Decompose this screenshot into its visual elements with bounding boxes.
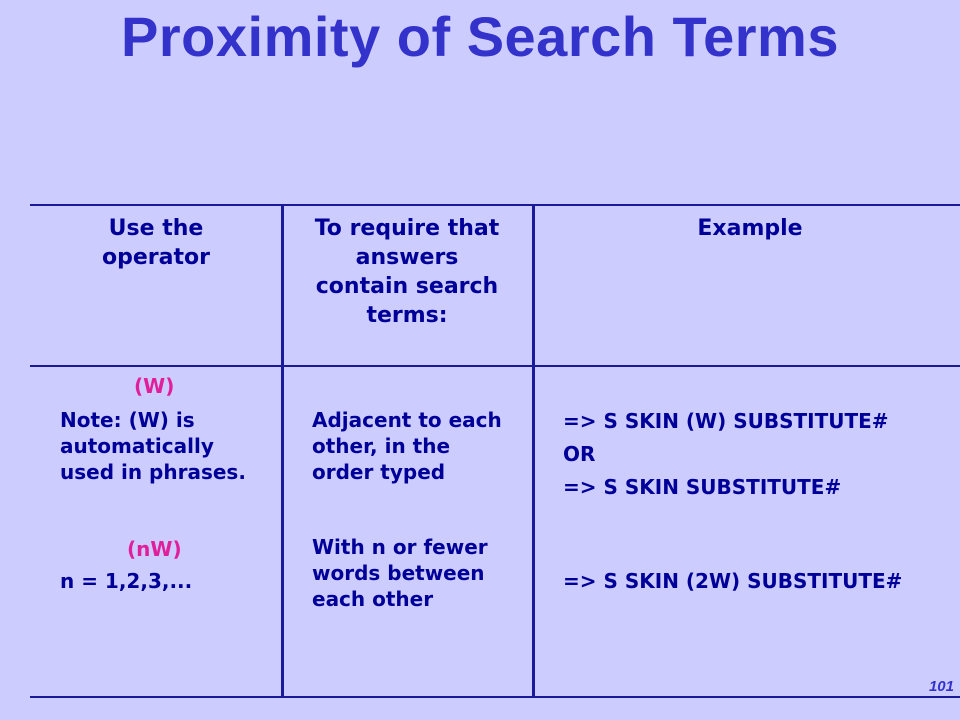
meaning-adjacent: Adjacent to each other, in the order typed [312,408,502,484]
header-requirement [292,214,522,330]
header-example [545,214,955,243]
header-operator [40,214,272,272]
operator-w: (W) [134,374,175,398]
column-divider-2 [532,204,535,698]
header-divider [30,365,960,367]
meaning-within-n: With n or fewer words between each other [312,535,488,611]
example-2w: => S SKIN (2W) SUBSTITUTE# [563,569,903,593]
page-number: 101 [928,678,954,695]
example-or: OR [563,442,596,466]
column-divider-1 [281,204,284,698]
operator-w-note: Note: (W) is automatically used in phrases. [60,408,246,484]
header-example-label: Example [697,216,803,241]
slide-title: Proximity of Search Terms [121,5,839,68]
table-top-border [30,204,960,206]
example-w: => S SKIN (W) SUBSTITUTE# [563,409,889,433]
header-operator-label: Use the operator [102,216,210,270]
example-phrase: => S SKIN SUBSTITUTE# [563,475,842,499]
operator-nw: (nW) [127,537,182,561]
header-requirement-label: To require that answers contain search terms: [314,216,500,328]
table-bottom-border [30,696,960,698]
operator-nw-note: n = 1,2,3,... [60,569,193,593]
